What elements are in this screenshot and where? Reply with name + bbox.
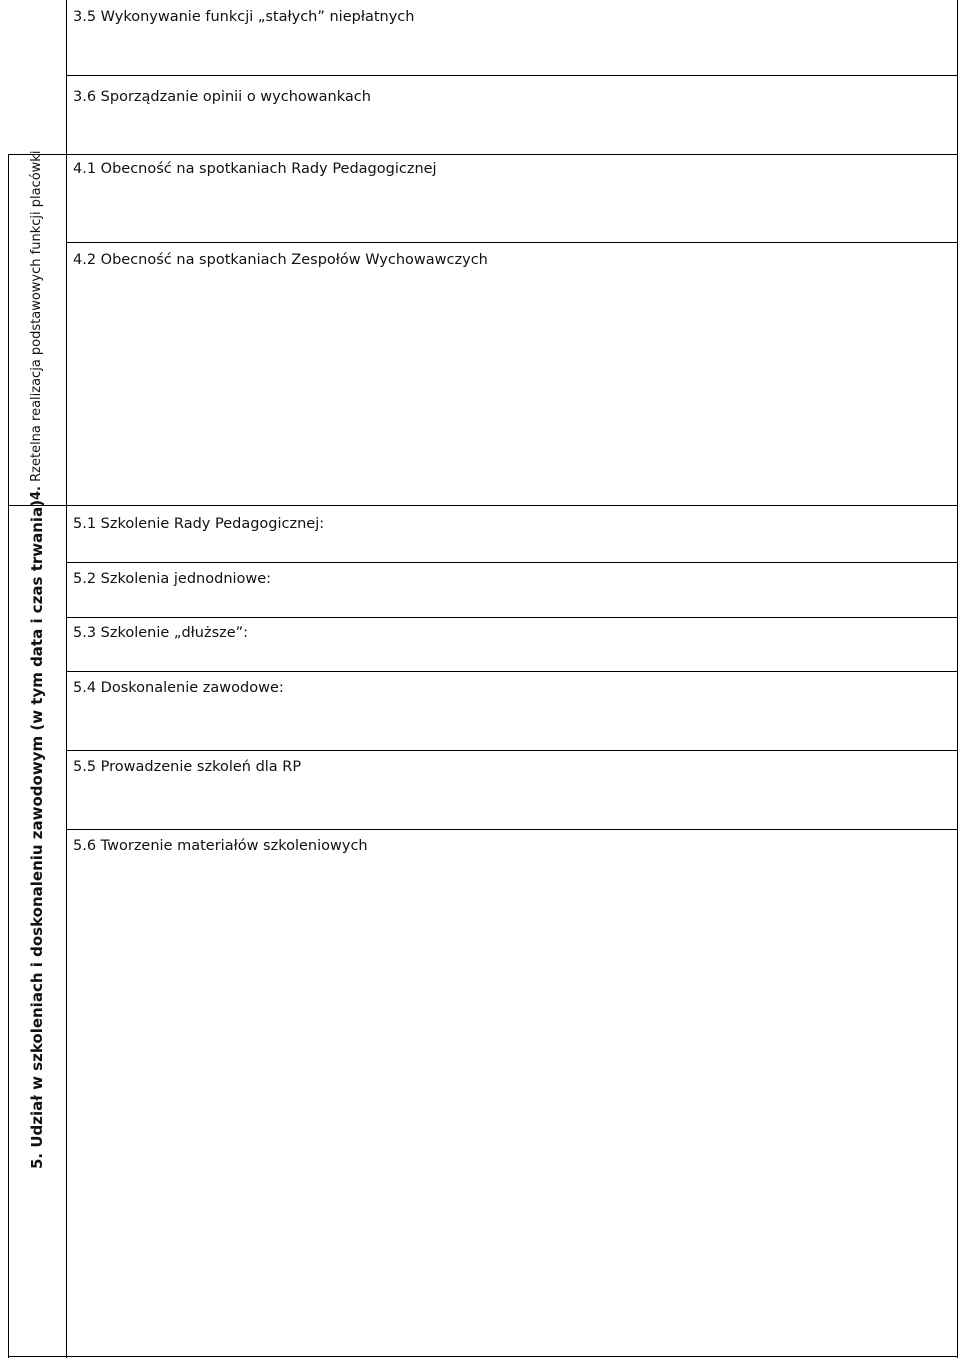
row-5-6-label: 5.6 Tworzenie materiałów szkoleniowych bbox=[73, 838, 368, 854]
table-border-left bbox=[8, 154, 9, 1358]
section-4-header bbox=[29, 150, 45, 500]
row-4-2-label: 4.2 Obecność na spotkaniach Zespołów Wychowawczych bbox=[73, 252, 488, 268]
row-divider bbox=[66, 75, 958, 76]
row-5-2-label: 5.2 Szkolenia jednodniowe: bbox=[73, 571, 272, 587]
row-3-5-label: 3.5 Wykonywanie funkcji „stałych” niepłatnych bbox=[73, 9, 415, 25]
section-divider bbox=[8, 154, 958, 155]
section-4-number: 4. bbox=[29, 486, 44, 500]
section-5-header bbox=[28, 499, 46, 1169]
row-4-1-label: 4.1 Obecność na spotkaniach Rady Pedagogicznej bbox=[73, 161, 437, 177]
row-3-6-label: 3.6 Sporządzanie opinii o wychowankach bbox=[73, 89, 371, 105]
row-5-4-label: 5.4 Doskonalenie zawodowe: bbox=[73, 680, 284, 696]
row-5-5-label: 5.5 Prowadzenie szkoleń dla RP bbox=[73, 759, 302, 775]
section-5-number: 5. bbox=[28, 1152, 46, 1169]
row-divider bbox=[66, 562, 958, 563]
column-divider bbox=[66, 0, 67, 1358]
section-4-title: Rzetelna realizacja podstawowych funkcji placówki bbox=[29, 150, 44, 482]
section-5-title: Udział w szkoleniach i doskonaleniu zawodowym (w tym data i czas trwania) bbox=[28, 499, 46, 1148]
row-divider bbox=[66, 617, 958, 618]
row-divider bbox=[66, 829, 958, 830]
row-5-3-label: 5.3 Szkolenie „dłuższe”: bbox=[73, 625, 249, 641]
row-divider bbox=[66, 750, 958, 751]
section-divider bbox=[8, 505, 958, 506]
table-border-bottom bbox=[8, 1356, 958, 1357]
row-divider bbox=[66, 671, 958, 672]
row-divider bbox=[66, 242, 958, 243]
row-5-1-label: 5.1 Szkolenie Rady Pedagogicznej: bbox=[73, 516, 325, 532]
table-border-right bbox=[957, 0, 958, 1358]
